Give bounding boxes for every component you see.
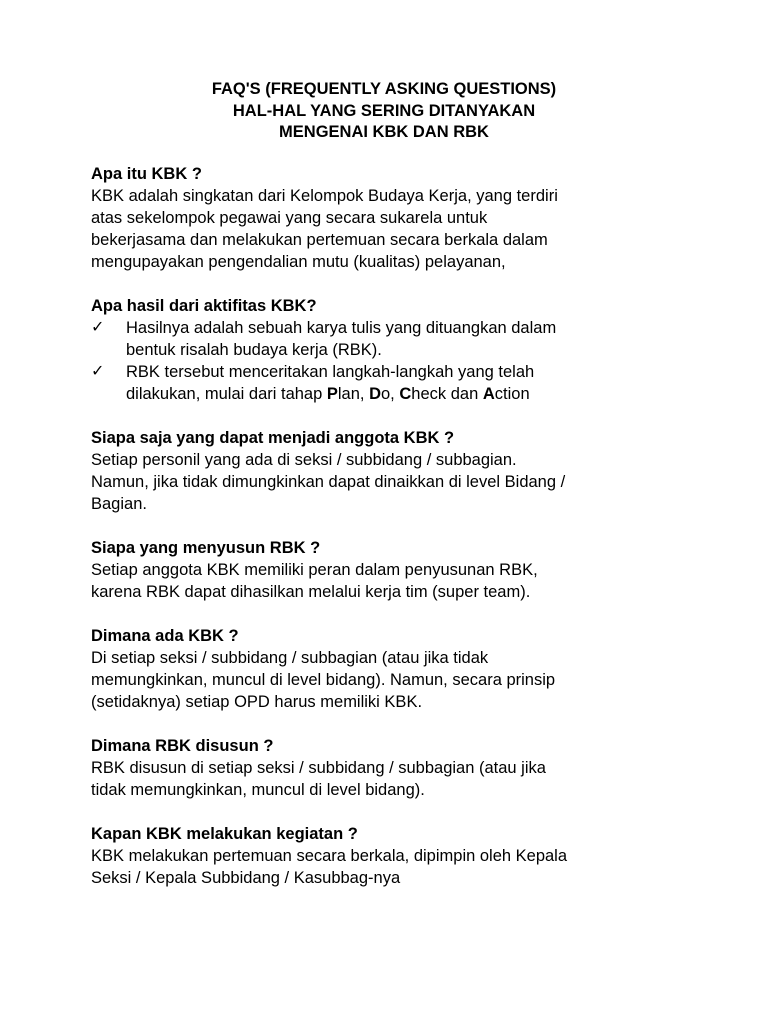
faq-answer	[91, 559, 691, 603]
document-header	[0, 79, 768, 144]
answer-line: tidak memungkinkan, muncul di level bidang).	[91, 781, 425, 799]
answer-line: karena RBK dapat dihasilkan melalui kerja tim (super team).	[91, 583, 531, 601]
answer-line: mengupayakan pengendalian mutu (kualitas) pelayanan,	[91, 253, 506, 271]
faq-section-apa-itu-kbk	[91, 163, 691, 273]
answer-line: RBK disusun di setiap seksi / subbidang / subbagian (atau jika	[91, 759, 546, 777]
text-run: lan,	[337, 385, 370, 403]
list-item-line: RBK tersebut menceritakan langkah-langkah yang telah	[126, 363, 535, 381]
faq-question: Dimana ada KBK ?	[91, 627, 239, 645]
faq-question: Siapa saja yang dapat menjadi anggota KBK ?	[91, 429, 455, 447]
list-item	[91, 361, 691, 405]
answer-line: Setiap anggota KBK memiliki peran dalam penyusunan RBK,	[91, 561, 538, 579]
answer-line: KBK adalah singkatan dari Kelompok Budaya Kerja, yang terdiri	[91, 187, 558, 205]
faq-answer	[91, 757, 691, 801]
bold-letter: D	[369, 385, 381, 403]
list-item-line	[126, 383, 691, 405]
faq-section-hasil-aktifitas	[91, 295, 691, 405]
header-title-line-2: HAL-HAL YANG SERING DITANYAKAN	[232, 101, 536, 120]
answer-line: Di setiap seksi / subbidang / subbagian (atau jika tidak	[91, 649, 489, 667]
answer-line: atas sekelompok pegawai yang secara sukarela untuk	[91, 209, 488, 227]
answer-line: (setidaknya) setiap OPD harus memiliki KBK.	[91, 693, 423, 711]
list-item	[91, 317, 691, 361]
faq-answer	[91, 845, 691, 889]
faq-question: Dimana RBK disusun ?	[91, 737, 274, 755]
answer-line: KBK melakukan pertemuan secara berkala, dipimpin oleh Kepala	[91, 847, 568, 865]
list-item-line: bentuk risalah budaya kerja (RBK).	[126, 341, 382, 359]
result-list	[91, 317, 691, 405]
answer-line: Seksi / Kepala Subbidang / Kasubbag-nya	[91, 869, 401, 887]
answer-line: Namun, jika tidak dimungkinkan dapat dinaikkan di level Bidang /	[91, 473, 566, 491]
checkmark-icon: ✓	[91, 363, 105, 380]
faq-answer	[91, 449, 691, 515]
faq-section-anggota-kbk	[91, 427, 691, 515]
answer-line: memungkinkan, muncul di level bidang). Namun, secara prinsip	[91, 671, 556, 689]
checkmark-icon: ✓	[91, 319, 105, 336]
text-run: o,	[381, 385, 400, 403]
bold-letter: P	[326, 385, 338, 403]
answer-line: Bagian.	[91, 495, 147, 513]
list-item-line: Hasilnya adalah sebuah karya tulis yang dituangkan dalam	[126, 319, 557, 337]
text-run: dilakukan, mulai dari tahap	[126, 385, 327, 403]
faq-question: Apa hasil dari aktifitas KBK?	[91, 297, 317, 315]
header-title-line-3: MENGENAI KBK DAN RBK	[279, 123, 489, 141]
text-run: heck dan	[411, 385, 483, 403]
faq-section-penyusun-rbk	[91, 537, 691, 603]
faq-answer	[91, 647, 691, 713]
faq-question: Siapa yang menyusun RBK ?	[91, 539, 321, 557]
faq-question: Kapan KBK melakukan kegiatan ?	[91, 825, 358, 843]
faq-answer	[91, 185, 691, 273]
text-run: ction	[494, 385, 530, 403]
answer-line: Setiap personil yang ada di seksi / subbidang / subbagian.	[91, 451, 517, 469]
faq-question: Apa itu KBK ?	[91, 165, 202, 183]
bold-letter: A	[482, 385, 495, 403]
faq-content	[91, 163, 691, 911]
faq-section-kapan-kegiatan	[91, 823, 691, 889]
header-title-line-1: FAQ'S (FREQUENTLY ASKING QUESTIONS)	[211, 80, 557, 98]
bold-letter: C	[399, 385, 412, 403]
faq-section-dimana-kbk	[91, 625, 691, 713]
faq-section-dimana-rbk	[91, 735, 691, 801]
answer-line: bekerjasama dan melakukan pertemuan secara berkala dalam	[91, 231, 548, 249]
